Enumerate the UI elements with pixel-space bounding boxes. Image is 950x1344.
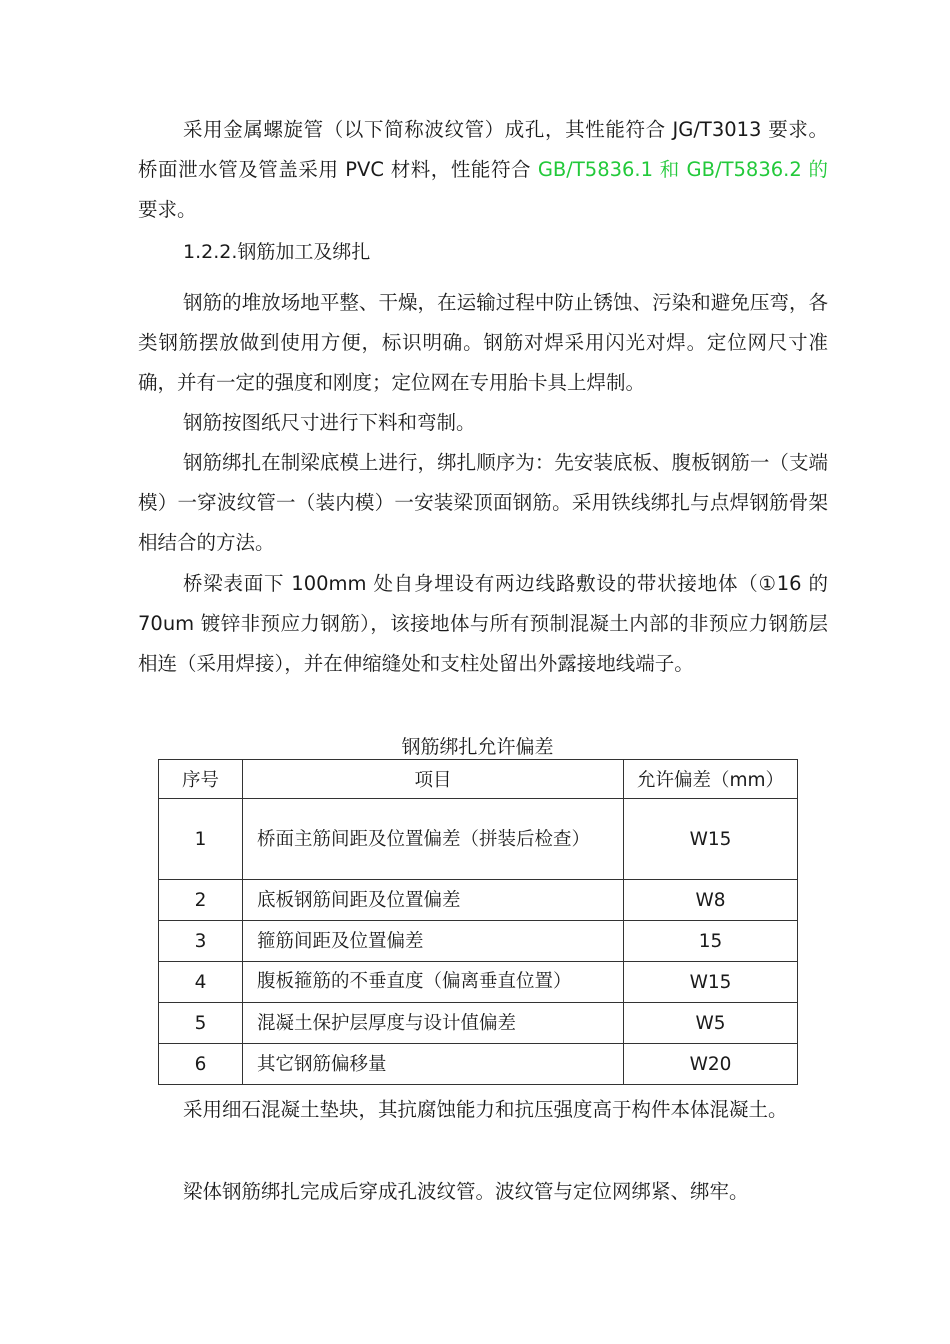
table-caption: 钢筋绑扎允许偏差	[401, 736, 554, 758]
row-no: 1	[159, 799, 243, 880]
row-tolerance: W15	[624, 962, 798, 1003]
table-row	[159, 799, 798, 880]
row-tolerance: 15	[624, 921, 798, 962]
row-item: 桥面主筋间距及位置偏差（拼装后检查）	[243, 799, 624, 880]
row-tolerance: W5	[624, 1003, 798, 1044]
table-header-row	[159, 760, 798, 799]
paragraph-grounding: 桥梁表面下 100mm 处自身埋设有两边线路敷设的带状接地体（①16 的 70um 镀锌非预应力钢筋），该接地体与所有预制混凝土内部的非预应力钢筋层相连（采用焊接），并在伸缩缝处和支柱处留出外露接地线端子。	[138, 572, 828, 675]
paragraph-materials-text-a: 采用金属螺旋管（以下简称波纹管）成孔，其性能符合 JG/T3013 要求。桥面泄水管及管盖采用 PVC 材料，性能符合	[138, 118, 828, 181]
tolerance-table	[158, 759, 798, 1085]
row-item: 底板钢筋间距及位置偏差	[243, 880, 624, 921]
row-item: 混凝土保护层厚度与设计值偏差	[243, 1003, 624, 1044]
row-no: 4	[159, 962, 243, 1003]
row-item: 腹板箍筋的不垂直度（偏离垂直位置）	[257, 971, 572, 992]
standard-reference-highlight: GB/T5836.1 和 GB/T5836.2 的	[537, 158, 829, 181]
row-no: 5	[159, 1003, 243, 1044]
row-no: 3	[159, 921, 243, 962]
row-tolerance: W15	[624, 799, 798, 880]
header-item: 项目	[243, 760, 624, 799]
table-row	[159, 921, 798, 962]
table-row	[159, 880, 798, 921]
paragraph-storage: 钢筋的堆放场地平整、干燥，在运输过程中防止锈蚀、污染和避免压弯，各类钢筋摆放做到使用方便，标识明确。钢筋对焊采用闪光对焊。定位网尺寸准确，并有一定的强度和刚度；定位网在专用胎卡具上焊制。	[138, 291, 828, 394]
table-row	[159, 1003, 798, 1044]
section-heading: 1.2.2.钢筋加工及绑扎	[183, 241, 371, 263]
paragraph-spacer-blocks: 采用细石混凝土垫块，其抗腐蚀能力和抗压强度高于构件本体混凝土。	[183, 1098, 788, 1121]
row-tolerance: W20	[624, 1044, 798, 1085]
row-item: 箍筋间距及位置偏差	[243, 921, 624, 962]
paragraph-cutting: 钢筋按图纸尺寸进行下料和弯制。	[183, 411, 476, 434]
row-item: 其它钢筋偏移量	[243, 1044, 624, 1085]
row-tolerance: W8	[624, 880, 798, 921]
paragraph-materials	[138, 110, 828, 230]
row-no: 2	[159, 880, 243, 921]
row-no: 6	[159, 1044, 243, 1085]
table-row	[159, 962, 798, 1003]
paragraph-materials-text-b: 要求。	[138, 198, 197, 221]
paragraph-duct-install: 梁体钢筋绑扎完成后穿成孔波纹管。波纹管与定位网绑紧、绑牢。	[183, 1180, 749, 1203]
table-row	[159, 1044, 798, 1085]
header-no: 序号	[159, 760, 243, 799]
paragraph-binding: 钢筋绑扎在制梁底模上进行，绑扎顺序为：先安装底板、腹板钢筋一（支端模）一穿波纹管一（装内模）一安装梁顶面钢筋。采用铁线绑扎与点焊钢筋骨架相结合的方法。	[138, 451, 828, 554]
header-tolerance: 允许偏差（mm）	[624, 760, 798, 799]
row-item-cell	[243, 962, 624, 1003]
